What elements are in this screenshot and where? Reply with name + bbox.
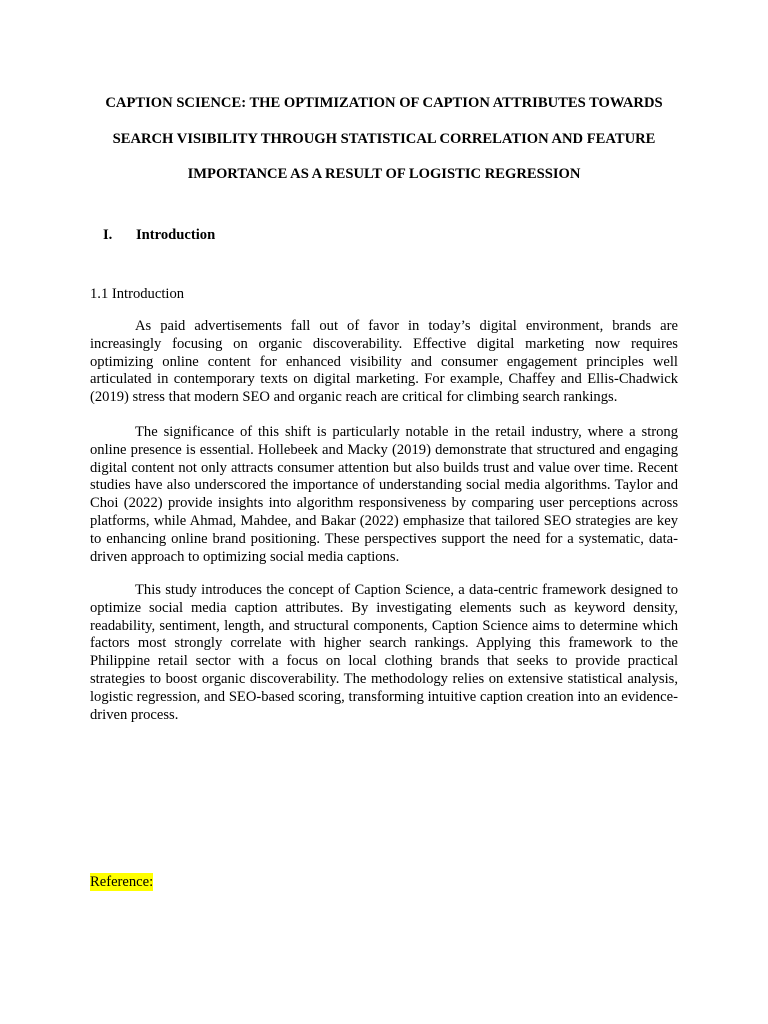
title-line: CAPTION SCIENCE: THE OPTIMIZATION OF CAPTION ATTRIBUTES TOWARDS	[105, 95, 663, 111]
section-number: I.	[103, 227, 113, 243]
body-paragraph: The significance of this shift is particularly notable in the retail industry, where a strong online presence is essential. Hollebeek and Macky (2019) demonstrate that structured and engaging digital content not only attracts consumer attention but also builds trust and value over time. Recent studies have also underscored the importance of understanding social media algorithms. Taylor and Choi (2022) provide insights into algorithm responsiveness by comparing user perceptions across platforms, while Ahmad, Mahdee, and Bakar (2022) emphasize that tailored SEO strategies are key to enhancing online brand positioning. These perspectives support the need for a systematic, data-driven approach to optimizing social media captions.	[90, 424, 678, 565]
title-line: IMPORTANCE AS A RESULT OF LOGISTIC REGRESSION	[187, 166, 581, 182]
title-line: SEARCH VISIBILITY THROUGH STATISTICAL CORRELATION AND FEATURE	[112, 130, 656, 147]
section-title: Introduction	[136, 227, 216, 243]
section-heading	[103, 226, 215, 244]
reference-label: Reference:	[90, 874, 154, 890]
body-paragraph: This study introduces the concept of Caption Science, a data-centric framework designed to optimize social media caption attributes. By investigating elements such as keyword density, readability, sentiment, length, and structural components, Caption Science aims to determine which factors most strongly correlate with higher search rankings. Applying this framework to the Philippine retail sector with a focus on local clothing brands that seeks to provide practical strategies to boost organic discoverability. The methodology relies on extensive statistical analysis, logistic regression, and SEO-based scoring, transforming intuitive caption creation into an evidence-driven process.	[90, 582, 678, 723]
document-title	[90, 92, 678, 199]
subsection-heading: 1.1 Introduction	[90, 286, 185, 302]
body-paragraph: As paid advertisements fall out of favor in today’s digital environment, brands are increasingly focusing on organic discoverability. Effective digital marketing now requires optimizing online content for enhanced visibility and consumer engagement principles well articulated in contemporary texts on digital marketing. For example, Chaffey and Ellis-Chadwick (2019) stress that modern SEO and organic reach are critical for climbing search rankings.	[90, 318, 678, 406]
